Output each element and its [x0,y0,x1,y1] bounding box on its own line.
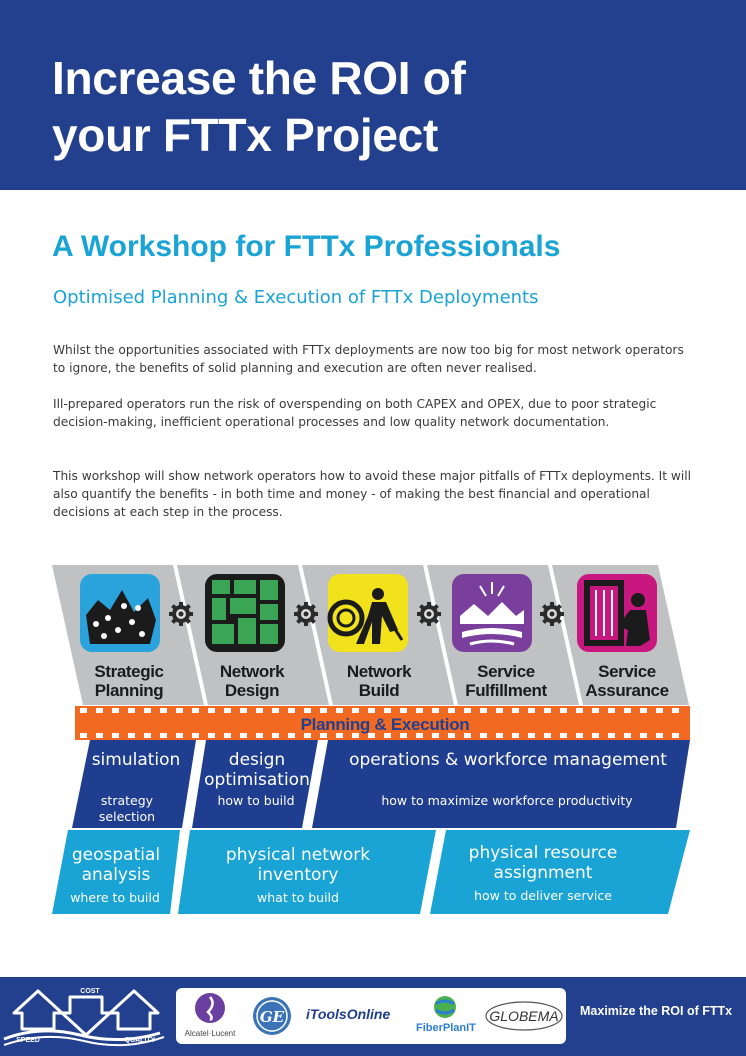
sponsor-logos [176,988,566,1044]
operations-title: operations & workforce management [349,750,667,770]
band-label: Planning & Execution [300,715,470,734]
assignment-title-2: assignment [493,863,593,883]
simulation-sub-1: strategy [100,793,154,808]
stage-4-line-2: Fulfillment [465,681,547,700]
design-sub: how to build [217,793,295,808]
assignment-sub: how to deliver service [474,888,612,903]
geospatial-title-2: analysis [81,865,151,885]
stage-1-line-1: Strategic [94,662,164,681]
map-pins-icon [80,574,160,652]
assignment-title-1: physical resource [468,843,618,863]
simulation-sub-2: selection [98,809,156,824]
stage-1-line-2: Planning [94,681,164,700]
workshop-heading: A Workshop for FTTx Professionals [52,230,561,263]
gear-icon [294,602,318,626]
inventory-title-2: inventory [257,865,339,885]
cost-label: COST [80,988,100,995]
worker-cable-icon [328,574,408,652]
gear-icon [540,602,564,626]
stage-3-line-2: Build [358,681,400,700]
street-map-icon [205,574,285,652]
alcatel-lucent-logo-icon [180,988,240,1044]
header-banner [0,0,746,190]
technician-cabinet-icon [577,574,657,652]
workshop-tagline: Optimised Planning & Execution of FTTx Deployments [53,287,539,308]
geospatial-title-1: geospatial [71,845,161,865]
fiberplanit-globe-icon [432,994,458,1020]
ge-label: GE [259,1008,285,1026]
design-title-2: optimisation [204,770,310,790]
globema-label: GLOBEMA [489,1008,559,1024]
stage-2-line-1: Network [219,662,285,681]
alcatel-lucent-label: Alcatel·Lucent [184,1029,236,1038]
page-title [52,50,712,164]
stage-3-line-1: Network [346,662,412,681]
process-diagram [0,560,746,920]
design-title-1: design [228,750,286,770]
speed-label: SPEED [16,1037,40,1044]
inventory-sub: what to build [257,890,339,905]
footer-tagline: Maximize the ROI of FTTx [580,1004,733,1018]
operations-sub: how to maximize workforce productivity [381,793,633,808]
workshop-paragraph: This workshop will show network operators how to avoid these major pitfalls of FTTx deployments. It will also quantify the benefits - in both time and money - of making the best financial and operational decisions at each step in the process. [53,469,692,519]
itoolsonline-logo: iToolsOnline [306,1006,391,1022]
stage-2-line-2: Design [224,681,280,700]
houses-connection-icon [452,574,532,652]
cost-speed-quality-icon [0,977,170,1056]
ge-logo-icon [250,994,294,1038]
title-line-2: your FTTx Project [52,109,438,161]
inventory-title-1: physical network [225,845,371,865]
stage-5-line-1: Service [598,662,656,681]
risk-paragraph: Ill-prepared operators run the risk of overspending on both CAPEX and OPEX, due to poor strategic decision-making, inefficient operational processes and low quality network documentation. [53,397,657,429]
gear-icon [169,602,193,626]
geospatial-sub: where to build [70,890,160,905]
intro-paragraph: Whilst the opportunities associated with FTTx deployments are now too big for most network operators to ignore, the benefits of solid planning and execution are often never realised. [53,343,684,375]
simulation-title: simulation [91,750,181,770]
stage-4-line-1: Service [477,662,535,681]
gear-icon [417,602,441,626]
globema-logo-icon [484,996,564,1036]
title-line-1: Increase the ROI of [52,52,466,104]
quality-label: QUALITY [124,1037,156,1044]
fiberplanit-logo: FiberPlanIT [416,1022,476,1034]
planning-execution-band [75,706,690,740]
stage-5-line-2: Assurance [585,681,669,700]
